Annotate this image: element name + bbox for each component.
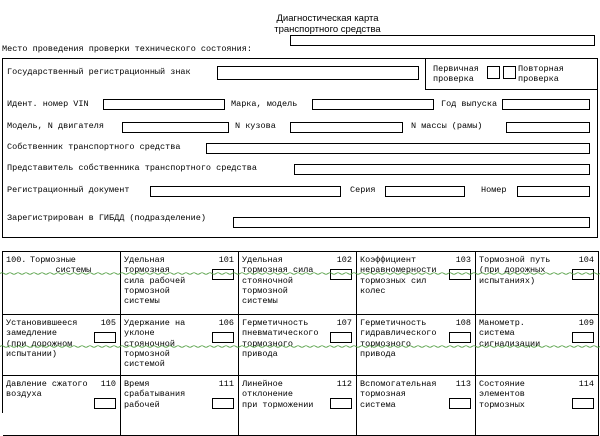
series-label: Серия xyxy=(350,185,376,195)
frame-divider xyxy=(425,58,426,90)
check-label: Время срабатывания рабочей xyxy=(124,379,186,410)
check-number: 110 xyxy=(100,379,116,389)
check-label: Установившееся замедление (при дорожном испытании) xyxy=(6,318,78,359)
check-number: 104 xyxy=(578,255,594,265)
check-label: Вспомогательная тормозная система xyxy=(360,379,437,410)
check-label: Удельная тормозная сила рабочей тормозной системы xyxy=(124,255,186,307)
year-field[interactable] xyxy=(502,99,590,110)
check-cell xyxy=(476,252,599,315)
check-number: 101 xyxy=(218,255,234,265)
inspection-place-field[interactable] xyxy=(290,35,595,46)
check-result-box[interactable] xyxy=(572,332,594,343)
check-number: 103 xyxy=(455,255,471,265)
check-label: Давление сжатого воздуха xyxy=(6,379,88,400)
check-cell xyxy=(239,252,357,315)
check-result-box[interactable] xyxy=(330,332,352,343)
primary-check-checkbox[interactable] xyxy=(487,66,500,79)
check-label: Манометр. система сигнализации xyxy=(479,318,541,349)
body-no-field[interactable] xyxy=(290,122,403,133)
check-cell xyxy=(121,315,239,376)
series-field[interactable] xyxy=(385,186,465,197)
check-cell xyxy=(121,376,239,436)
check-label: Удельная тормозная сила стояночной тормозной системы xyxy=(242,255,314,307)
check-result-box[interactable] xyxy=(212,332,234,343)
owner-rep-label: Представитель собственника транспортного средства xyxy=(7,163,257,173)
check-result-box[interactable] xyxy=(449,398,471,409)
check-number: 108 xyxy=(455,318,471,328)
number-label: Номер xyxy=(481,185,507,195)
check-result-box[interactable] xyxy=(212,269,234,280)
check-result-box[interactable] xyxy=(449,332,471,343)
gibdd-label: Зарегистрирован в ГИБДД (подразделение) xyxy=(7,213,206,223)
owner-label: Собственник транспортного средства xyxy=(7,142,181,152)
model-engine-field[interactable] xyxy=(122,122,229,133)
gibdd-field[interactable] xyxy=(233,217,590,228)
check-cell xyxy=(476,376,599,436)
reg-doc-label: Регистрационный документ xyxy=(7,185,130,195)
body-no-label: N кузова xyxy=(235,121,276,131)
card-title-line1: Диагностическая карта xyxy=(276,13,379,24)
check-cell xyxy=(357,252,476,315)
frame-divider-h xyxy=(425,89,598,90)
check-label: Тормозные системы xyxy=(30,255,92,276)
check-result-box[interactable] xyxy=(572,269,594,280)
check-cell xyxy=(357,315,476,376)
check-number: 114 xyxy=(578,379,594,389)
check-cell xyxy=(239,315,357,376)
check-result-box[interactable] xyxy=(449,269,471,280)
check-result-box[interactable] xyxy=(330,269,352,280)
state-reg-sign-label: Государственный регистрационный знак xyxy=(7,67,191,77)
check-label: Тормозной путь (при дорожных испытаниях) xyxy=(479,255,551,286)
check-cell xyxy=(3,376,121,436)
primary-check-label: Первичная проверка xyxy=(433,64,479,84)
number-field[interactable] xyxy=(517,186,590,197)
state-reg-sign-field[interactable] xyxy=(217,66,419,80)
check-cell xyxy=(3,315,121,376)
model-engine-label: Модель, N двигателя xyxy=(7,121,104,131)
mass-field[interactable] xyxy=(506,122,590,133)
check-result-box[interactable] xyxy=(94,332,116,343)
check-label: Удержание на уклоне стояночной тормозной системой xyxy=(124,318,186,370)
owner-field[interactable] xyxy=(206,143,590,154)
year-label: Год выпуска xyxy=(441,99,498,109)
make-model-field[interactable] xyxy=(312,99,434,110)
check-label: Линейное отклонение при торможении xyxy=(242,379,314,410)
check-number: 100. xyxy=(6,255,27,265)
check-number: 102 xyxy=(336,255,352,265)
check-result-box[interactable] xyxy=(212,398,234,409)
reg-doc-field[interactable] xyxy=(150,186,341,197)
check-number: 106 xyxy=(218,318,234,328)
check-number: 111 xyxy=(218,379,234,389)
check-number: 109 xyxy=(578,318,594,328)
check-label: Герметичность пневматического тормозного привода xyxy=(242,318,319,359)
repeat-check-checkbox[interactable] xyxy=(503,66,516,79)
check-label: Состояние элементов тормозных xyxy=(479,379,525,410)
check-cell xyxy=(476,315,599,376)
check-number: 105 xyxy=(100,318,116,328)
checks-grid xyxy=(2,251,599,413)
check-result-box[interactable] xyxy=(572,398,594,409)
check-result-box[interactable] xyxy=(94,398,116,409)
check-label: Герметичность гидравлического тормозного привода xyxy=(360,318,437,359)
check-cell xyxy=(357,376,476,436)
repeat-check-label: Повторная проверка xyxy=(518,64,564,84)
card-title-line2: транспортного средства xyxy=(274,24,381,35)
vin-field[interactable] xyxy=(103,99,225,110)
check-label: Коэффициент неравномерности тормозных сил колес xyxy=(360,255,437,296)
check-number: 113 xyxy=(455,379,471,389)
check-result-box[interactable] xyxy=(330,398,352,409)
make-model-label: Марка, модель xyxy=(231,99,298,109)
mass-label: N массы (рамы) xyxy=(411,121,483,131)
vin-label: Идент. номер VIN xyxy=(7,99,89,109)
check-number: 107 xyxy=(336,318,352,328)
inspection-place-label: Место проведения проверки технического состояния: xyxy=(2,44,252,54)
check-number: 112 xyxy=(336,379,352,389)
check-cell xyxy=(3,252,121,315)
owner-rep-field[interactable] xyxy=(294,164,590,175)
check-cell xyxy=(239,376,357,436)
check-cell xyxy=(121,252,239,315)
